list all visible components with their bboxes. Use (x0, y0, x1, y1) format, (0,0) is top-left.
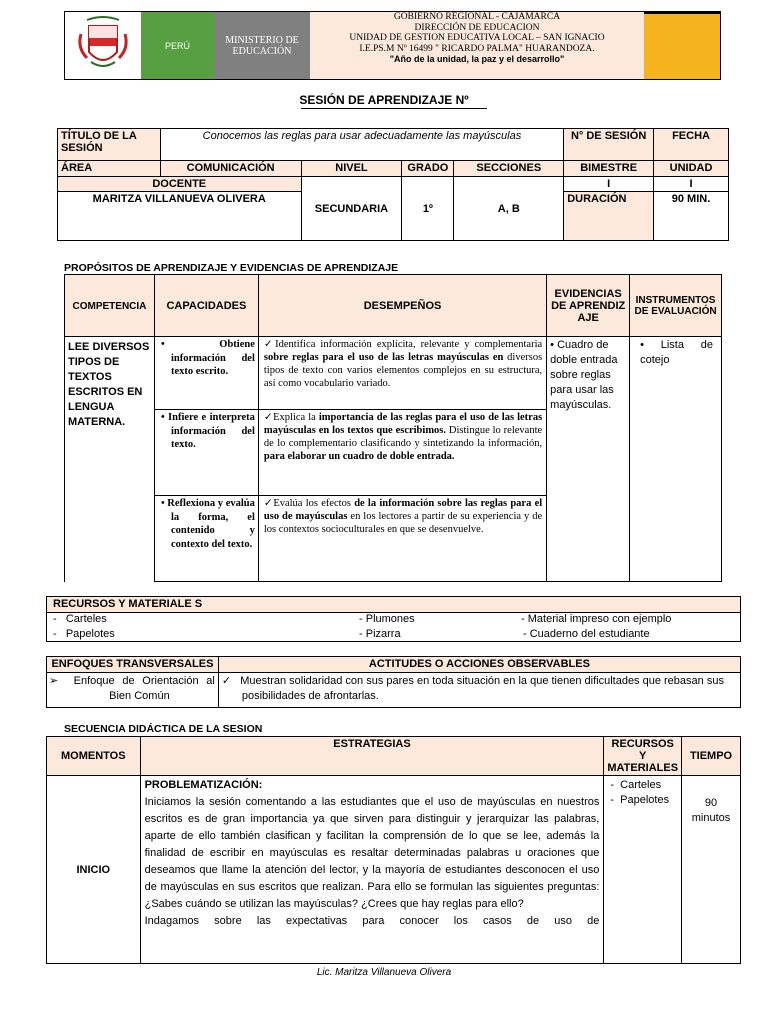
recurso-item: - Pizarra (359, 628, 401, 640)
estrategia-cell (140, 776, 604, 964)
estrategia-text: Indagamos sobre las expectativas para conocer los casos de uso de (144, 915, 600, 927)
col-instrumentos: INSTRUMENTOS DE EVALUACIÓN (630, 275, 722, 337)
ugel-line: UNIDAD DE GESTION EDUCATIVA LOCAL – SAN IGNACIO (349, 33, 605, 43)
grado-value: 1º (402, 177, 454, 241)
peru-block (141, 12, 214, 79)
grado-label: GRADO (402, 161, 454, 177)
docente-value: MARITZA VILLANUEVA OLIVERA (58, 192, 302, 241)
recurso-item: - Plumones (359, 613, 415, 625)
problematizacion-title: PROBLEMATIZACIÓN: (144, 779, 263, 791)
docente-label: DOCENTE (58, 177, 302, 192)
unidad-label: UNIDAD (654, 161, 729, 177)
titulo-label: TÍTULO DE LA SESIÓN (58, 129, 161, 161)
country-label: PERÚ (164, 40, 190, 51)
recursos-cell: - Carteles - Papelotes (604, 776, 682, 964)
col-evidencias: EVIDENCIAS DE APRENDIZAJE (547, 275, 630, 337)
recurso-item: - Papelotes (53, 628, 115, 640)
recurso-item: - Carteles (53, 613, 107, 625)
titulo-value: Conocemos las reglas para usar adecuadamente las mayúsculas (160, 129, 563, 161)
direction-line: DIRECCIÓN DE EDUCACION (414, 22, 540, 33)
evidencia-cell: • Cuadro de doble entrada sobre reglas para usar las mayúsculas. (547, 337, 630, 582)
propositos-heading: PROPÓSITOS DE APRENDIZAJE Y EVIDENCIAS DE APRENDIZAJE (64, 262, 399, 274)
col-estrategias: ESTRATEGIAS (140, 737, 604, 776)
capacidad-cell: • Reflexiona y evalúa la forma, el contenido y contexto del texto. (154, 496, 258, 582)
propositos-table (64, 274, 722, 582)
secciones-label: SECCIONES (454, 161, 564, 177)
peru-shield-icon (65, 12, 141, 79)
ministry-label: MINISTERIO DE EDUCACIÓN (225, 34, 299, 57)
duracion-label: DURACIÓN (564, 192, 654, 241)
nivel-label: NIVEL (301, 161, 402, 177)
col-desempenos: DESEMPEÑOS (258, 275, 546, 337)
unidad-value: I (654, 177, 729, 192)
capacidad-cell: • Infiere e interpreta información del texto. (154, 410, 258, 496)
year-motto: "Año de la unidad, la paz y el desarrollo" (389, 54, 565, 64)
area-label: ÁREA (58, 161, 161, 177)
bimestre-value: I (564, 177, 654, 192)
col-recursos: RECURSOS Y MATERIALES (604, 737, 682, 776)
desempeno-cell: ✓Identifica información explícita, relevante y complementaria sobre reglas para el uso de las letras mayúsculas en diversos tipos de texto con varios elementos complejos en su estructura, así como vocabulario variado. (258, 337, 546, 410)
secuencia-table (46, 736, 741, 964)
area-value: COMUNICACIÓN (160, 161, 301, 177)
actitudes-col: ACTITUDES O ACCIONES OBSERVABLES (218, 657, 740, 673)
col-tiempo: TIEMPO (682, 737, 741, 776)
duracion-value: 90 MIN. (654, 192, 729, 241)
header-banner (64, 11, 721, 80)
school-line: I.E.PS.M Nº 16499 " RICARDO PALMA" HUARANDOZA. (359, 43, 595, 54)
recurso-item: - Material impreso con ejemplo (521, 613, 672, 625)
recurso-item: - Cuaderno del estudiante (523, 628, 650, 640)
recursos-heading: RECURSOS Y MATERIALE S (47, 597, 740, 613)
desempeno-cell: ✓Explica la importancia de las reglas para el uso de las letras mayúsculas en los textos que escribimos. Distingue lo relevante de lo complementario clasificando y sintetizando la información, para elaborar un cuadro de doble entrada. (258, 410, 546, 496)
col-competencia: COMPETENCIA (65, 275, 155, 337)
recursos-box (46, 596, 741, 642)
nsesion-label: N° DE SESIÓN (564, 129, 654, 161)
actitud-cell: ✓ Muestran solidaridad con sus pares en toda situación en la que tienen dificultades que rebasan sus posibilidades de afrontarlas. (218, 673, 740, 708)
desempeno-cell: ✓Evalúa los efectos de la información sobre las reglas para el uso de mayúsculas en los lectores a partir de su experiencia y de los contextos socioculturales en que se desenvuelve. (258, 496, 546, 582)
instrumento-cell: • Lista de cotejo (630, 337, 722, 582)
ministry-block (214, 12, 310, 79)
enfoques-col: ENFOQUES TRANSVERSALES (47, 657, 219, 673)
nivel-value: SECUNDARIA (301, 177, 402, 241)
competencia-cell: LEE DIVERSOS TIPOS DE TEXTOS ESCRITOS EN LENGUA MATERNA. (65, 337, 155, 582)
secuencia-heading: SECUENCIA DIDÁCTICA DE LA SESION (64, 723, 263, 735)
fecha-label: FECHA (654, 129, 729, 161)
coat-of-arms (65, 12, 141, 79)
col-capacidades: CAPACIDADES (154, 275, 258, 337)
orange-block (644, 12, 720, 79)
footer-signature: Lic. Maritza Villanueva Olivera (316, 967, 452, 978)
enfoque-cell: ➢ Enfoque de Orientación al Bien Común (47, 673, 219, 708)
gov-line: GOBIERNO REGIONAL - CAJAMARCA (393, 12, 561, 22)
bimestre-label: BIMESTRE (564, 161, 654, 177)
secciones-value: A, B (454, 177, 564, 241)
page-title: SESIÓN DE APRENDIZAJE Nº (299, 93, 469, 107)
momento-cell: INICIO (47, 776, 141, 964)
capacidad-cell: • Obtiene información del texto escrito. (154, 337, 258, 410)
session-info-table (57, 128, 729, 241)
tiempo-cell: 90 minutos (682, 776, 741, 964)
col-momentos: MOMENTOS (47, 737, 141, 776)
title-underline (301, 108, 487, 109)
enfoques-table (46, 656, 741, 708)
estrategia-text: Iniciamos la sesión comentando a las estudiantes que el uso de mayúsculas en nuestros escritos es de gran importancia ya que sirven para distinguir y jerarquizar las palabras, aparte de ello también clasifican y facilitan la comprensión de lo que se lee, además la finalidad de escribir en mayúsculas es resaltar determinadas palabras u oraciones que deseamos que llame la atención del lector, y la mayoría de estudiantes desconocen el uso de mayúsculas en sus escritos que realizan. Para ello se formulan las siguientes preguntas: ¿Sabes cuándo se utilizan las mayúsculas? ¿Crees que hay reglas para ello? (144, 796, 600, 910)
institution-block (310, 12, 644, 79)
